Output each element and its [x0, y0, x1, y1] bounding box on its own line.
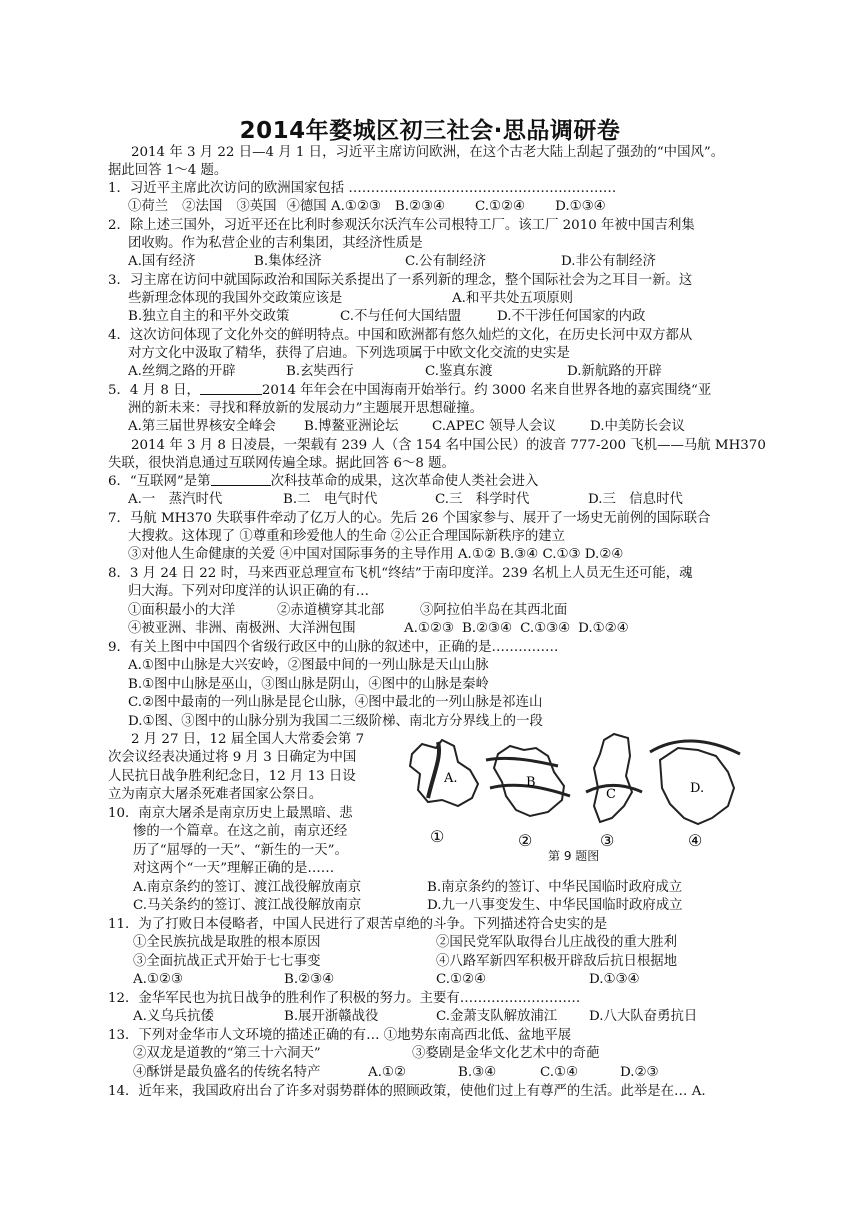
q11-statement-3: ③全面抗战正式开始于七七事变: [133, 954, 321, 969]
intro-2-line-2: 失联，很快消息通过互联网传遍全球。据此回答 6～8 题。: [108, 456, 455, 471]
q12-opt-d: D.八大队奋勇抗日: [589, 1009, 698, 1024]
question-1-stem: 1．习近平主席此次访问的欧洲国家包括 ……………………………………………………: [108, 181, 617, 196]
map-1-label: A.: [444, 771, 458, 786]
q3-opt-d: D.不干涉任何国家的内政: [497, 309, 646, 324]
q1-opt-1: ①荷兰: [128, 199, 169, 214]
intro-1-line-2: 据此回答 1～4 题。: [108, 163, 228, 178]
q8-options: [404, 620, 629, 638]
q13-opt-c: C.①④: [540, 1065, 579, 1080]
q3-opt-b: B.独立自主的和平外交政策: [128, 309, 290, 324]
q9-opt-c: C.②图中最南的一列山脉是昆仑山脉，④图中最北的一列山脉是祁连山: [128, 695, 543, 710]
question-9-stem: 9．有关上图中中国四个省级行政区中的山脉的叙述中，正确的是……………: [108, 640, 559, 655]
q8-statement-1: ①面积最小的大洋: [128, 603, 236, 618]
map-4: [650, 741, 740, 850]
q1-opt-5: B.②③④: [394, 199, 446, 214]
q11-statement-1: ①全民族抗战是取胜的根本原因: [133, 935, 321, 950]
q6-opt-b: B.二 电气时代: [283, 492, 378, 507]
q12-opt-b: B.展开浙赣战役: [284, 1009, 379, 1024]
q13-statement-2: ②双龙是道教的“第三十六洞天”: [133, 1046, 321, 1061]
intro-3-line-4: 立为南京大屠杀死难者国家公祭日。: [108, 787, 323, 802]
question-1-options: [128, 198, 606, 216]
q2-opt-d: D.非公有制经济: [561, 254, 656, 269]
map-3-label: C: [606, 787, 616, 802]
map-2: [486, 746, 570, 850]
q12-opt-a: A.义乌兵抗倭: [133, 1009, 214, 1024]
q8-opt-c: C.①③④: [520, 621, 571, 636]
q5-opt-d: D.中美防长会议: [590, 419, 685, 434]
question-6-stem: [108, 473, 538, 491]
q13-opt-b: B.③④: [458, 1065, 497, 1080]
q4-opt-b: B.玄奘西行: [286, 364, 354, 379]
q13-statement-3: ③婺剧是金华文化艺术中的奇葩: [412, 1046, 600, 1061]
intro-1-line-1: 2014 年 3 月 22 日—4 月 1 日，习近平主席访问欧洲，在这个古老大陆上刮起了强劲的“中国风”。: [131, 145, 725, 160]
q6-prefix: 6．“互联网”是第: [108, 474, 211, 489]
q11-opt-c: C.①②④: [436, 972, 487, 987]
question-13-line-1: 13．下列对金华市人文环境的描述正确的有… ①地势东南高西北低、盆地平展: [108, 1028, 572, 1043]
q8-statement-3: ③阿拉伯半岛在其西北面: [420, 603, 568, 618]
q11-opt-d: D.①③④: [589, 972, 640, 987]
question-2-line-1: 2．除上述三国外，习近平还在比利时参观沃尔沃汽车公司根特工厂。该工厂 2010 年被中国吉利集: [108, 218, 695, 233]
figure-caption: 第 9 题图: [548, 849, 600, 863]
question-8-line-1: 8．3 月 24 日 22 时，马来西亚总理宣布飞机“终结”于南印度洋。239 名机上人员无生还可能，魂: [108, 566, 693, 581]
map-4-label: D.: [690, 781, 705, 796]
question-5-line-2: 洲的新未来：寻找和释放新的发展动力”主题展开思想碰撞。: [128, 401, 483, 416]
q2-opt-c: C.公有制经济: [405, 254, 486, 269]
q3-opt-a: A.和平共处五项原则: [452, 291, 574, 306]
intro-3-line-1: 2 月 27 日，12 届全国人大常委会第 7: [131, 732, 365, 747]
map-2-label: B: [526, 775, 536, 790]
q5-prefix: 5．4 月 8 日，: [108, 383, 200, 398]
q5-opt-b: B.博鳌亚洲论坛: [304, 419, 399, 434]
province-maps-figure: [398, 726, 748, 862]
q8-opt-a: A.①②③: [404, 621, 454, 636]
q1-opt-6: C.①②④: [475, 199, 526, 214]
q8-opt-b: B.②③④: [461, 621, 513, 636]
map-3-number: ③: [600, 831, 615, 850]
q8-statement-4: ④被亚洲、非洲、南极洲、大洋洲包围: [128, 621, 356, 636]
q5-opt-a: A.第三届世界核安全峰会: [128, 419, 276, 434]
q13-opt-d: D.②③: [620, 1065, 659, 1080]
question-7-line-3: ③对他人生命健康的关爱 ④中国对国际事务的主导作用 A.①② B.③④ C.①③ D.②④: [128, 547, 624, 562]
q1-opt-4: ④德国 A.①②③: [286, 199, 381, 214]
question-7-line-1: 7．马航 MH370 失联事件牵动了亿万人的心。先后 26 个国家参与、展开了一场史无前例的国际联合: [108, 511, 711, 526]
q4-opt-a: A.丝绸之路的开辟: [128, 364, 236, 379]
question-3-line-2: 些新理念体现的我国外交政策应该是: [128, 291, 343, 306]
question-10-line-1: 10．南京大屠杀是南京历史上最黑暗、悲: [108, 806, 353, 821]
map-1: [410, 740, 478, 846]
q11-opt-b: B.②③④: [284, 972, 335, 987]
map-4-number: ④: [688, 831, 703, 850]
q1-opt-7: D.①③④: [555, 199, 606, 214]
question-10-line-4: 对这两个“一天”理解正确的是……: [133, 861, 335, 876]
question-3-line-1: 3．习主席在访问中就国际政治和国际关系提出了一系列新的理念，整个国际社会为之耳目一新。这: [108, 273, 693, 288]
q9-opt-a: A.①图中山脉是大兴安岭，②图最中间的一列山脉是天山山脉: [128, 658, 489, 673]
q2-opt-a: A.国有经济: [128, 254, 196, 269]
q13-opt-a: A.①②: [368, 1065, 406, 1080]
q6-blank: [211, 473, 271, 486]
question-4-line-2: 对方文化中汲取了精华，获得了启迪。下列选项属于中欧文化交流的史实是: [128, 346, 570, 361]
q10-opt-d: D.九一八事变发生、中华民国临时政府成立: [427, 898, 683, 913]
q8-statement-2: ②赤道横穿其北部: [277, 603, 385, 618]
question-5-line-1: [108, 382, 711, 400]
question-11-stem: 11．为了打败日本侵略者，中国人民进行了艰苦卓绝的斗争。下列描述符合史实的是: [108, 917, 608, 932]
q11-statement-4: ④八路军新四军积极开辟敌后抗日根据地: [436, 954, 678, 969]
q10-opt-c: C.马关条约的签订、渡江战役解放南京: [133, 898, 362, 913]
q6-opt-c: C.三 科学时代: [435, 492, 530, 507]
map-1-number: ①: [430, 827, 445, 846]
map-2-number: ②: [518, 831, 533, 850]
question-8-line-2: 归大海。下列对印度洋的认识正确的有…: [128, 584, 370, 599]
page-title: 2014年婺城区初三社会·思品调研卷: [239, 118, 621, 144]
q9-opt-d: D.①图、③图中的山脉分别为我国二三级阶梯、南北方分界线上的一段: [128, 714, 543, 729]
q13-statement-4: ④酥饼是最负盛名的传统名特产: [133, 1065, 321, 1080]
q11-statement-2: ②国民党军队取得台儿庄战役的重大胜利: [436, 935, 678, 950]
question-7-line-2: 大搜救。这体现了 ①尊重和珍爱他人的生命 ②公正合理国际新秩序的建立: [128, 529, 566, 544]
question-10-line-2: 惨的一个篇章。在这之前，南京还经: [133, 824, 348, 839]
q9-opt-b: B.①图中山脉是巫山，③图山脉是阴山，④图中的山脉是秦岭: [128, 677, 489, 692]
q5-rest: 2014 年年会在中国海南开始举行。约 3000 名来自世界各地的嘉宾围绕“亚: [261, 383, 712, 398]
q5-blank: [200, 382, 262, 395]
q3-opt-c: C.不与任何大国结盟: [340, 309, 462, 324]
q4-opt-d: D.新航路的开辟: [567, 364, 662, 379]
q10-opt-b: B.南京条约的签订、中华民国临时政府成立: [427, 880, 683, 895]
question-14-stem: 14．近年来，我国政府出台了许多对弱势群体的照顾政策，使他们过上有尊严的生活。此举是在… A.: [108, 1084, 706, 1099]
q10-opt-a: A.南京条约的签订、渡江战役解放南京: [133, 880, 362, 895]
q12-opt-c: C.金萧支队解放浦江: [436, 1009, 558, 1024]
q5-opt-c: C.APEC 领导人会议: [432, 419, 556, 434]
question-2-line-2: 团收购。作为私营企业的吉利集团，其经济性质是: [128, 236, 423, 251]
question-10-line-3: 历了“屈辱的一天”、“新生的一天”。: [133, 843, 348, 858]
map-3: [586, 734, 642, 850]
q6-rest: 次科技革命的成果，这次革命使人类社会进入: [270, 474, 539, 489]
q1-opt-2: ②法国: [182, 199, 223, 214]
q6-opt-d: D.三 信息时代: [588, 492, 683, 507]
intro-2-line-1: 2014 年 3 月 8 日凌晨，一架载有 239 人（含 154 名中国公民）的波音 777-200 飞机——马航 MH370: [131, 438, 766, 453]
intro-3-line-2: 次会议经表决通过将 9 月 3 日确定为中国: [108, 750, 357, 765]
q11-opt-a: A.①②③: [133, 972, 183, 987]
q2-opt-b: B.集体经济: [254, 254, 322, 269]
q4-opt-c: C.鉴真东渡: [425, 364, 493, 379]
question-12-stem: 12．金华军民也为抗日战争的胜利作了积极的努力。主要有………………………: [108, 991, 581, 1006]
question-4-line-1: 4．这次访问体现了文化外交的鲜明特点。中国和欧洲都有悠久灿烂的文化，在历史长河中双方都从: [108, 328, 693, 343]
q6-opt-a: A.一 蒸汽时代: [128, 492, 223, 507]
q1-opt-3: ③英国: [236, 199, 277, 214]
intro-3-line-3: 人民抗日战争胜利纪念日，12 月 13 日设: [108, 769, 356, 784]
q8-opt-d: D.①②④: [578, 621, 629, 636]
